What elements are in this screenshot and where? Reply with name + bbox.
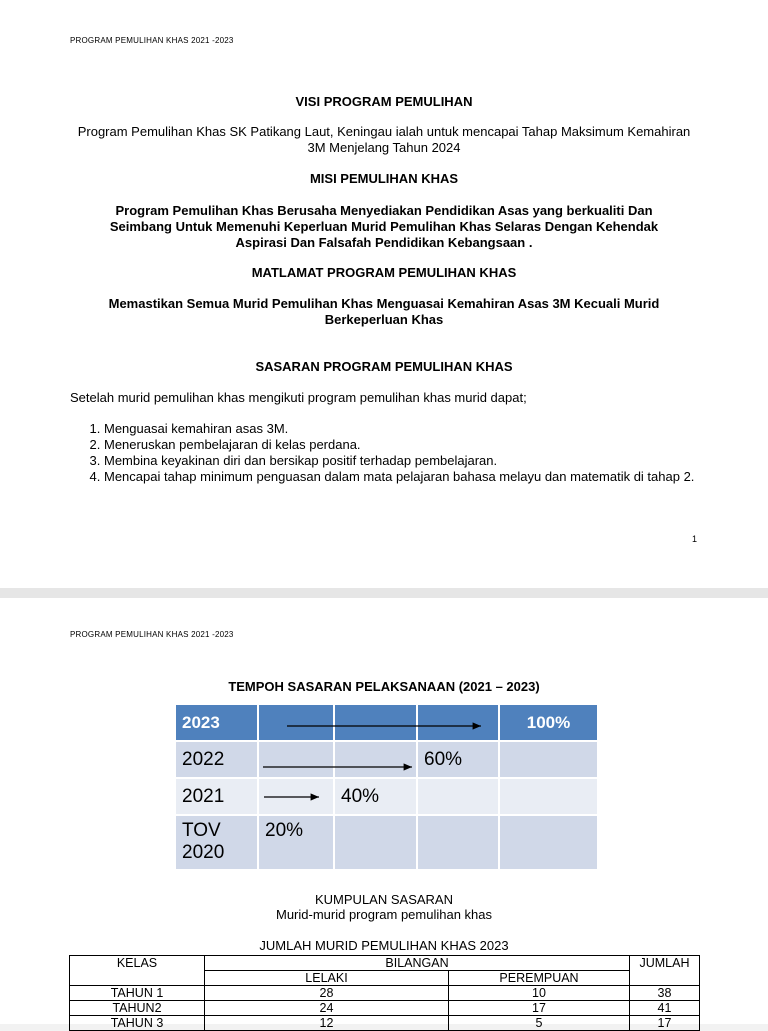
list-item: 4. Mencapai tahap minimum penguasan dalam mata pelajaran bahasa melayu dan matematik di tahap 2.: [104, 469, 704, 485]
col-bilangan: BILANGAN: [205, 956, 630, 971]
jumlah-heading: JUMLAH MURID PEMULIHAN KHAS 2023: [259, 938, 509, 953]
table-row: [176, 779, 599, 816]
table-row: [176, 816, 599, 871]
page-gap: [0, 588, 768, 598]
sasaran-heading: SASARAN PROGRAM PEMULIHAN KHAS: [255, 359, 513, 374]
year-cell: 2022: [176, 742, 259, 779]
kumpulan-sub: Murid-murid program pemulihan khas: [275, 907, 493, 922]
target-cell: 20%: [259, 816, 335, 871]
list-item: 2. Meneruskan pembelajaran di kelas perdana.: [104, 437, 704, 453]
matlamat-heading: MATLAMAT PROGRAM PEMULIHAN KHAS: [251, 265, 517, 280]
running-header: PROGRAM PEMULIHAN KHAS 2021 -2023: [70, 36, 234, 45]
list-item: 1. Menguasai kemahiran asas 3M.: [104, 421, 704, 437]
table-row: [176, 742, 599, 779]
running-header: PROGRAM PEMULIHAN KHAS 2021 -2023: [70, 630, 234, 639]
page-number: 1: [692, 534, 698, 544]
matlamat-text: Memastikan Semua Murid Pemulihan Khas Menguasai Kemahiran Asas 3M Kecuali Murid Berkeperluan Khas: [108, 296, 660, 327]
sasaran-list: [70, 421, 704, 485]
sasaran-intro: Setelah murid pemulihan khas mengikuti program pemulihan khas murid dapat;: [70, 390, 527, 405]
col-lelaki: LELAKI: [205, 971, 449, 986]
tempoh-heading: TEMPOH SASARAN PELAKSANAAN (2021 – 2023): [228, 679, 540, 694]
table-row: TAHUN 3 12 5 17: [70, 1016, 700, 1031]
table-row: TAHUN 1 28 10 38: [70, 986, 700, 1001]
col-perempuan: PEREMPUAN: [449, 971, 630, 986]
misi-text: Program Pemulihan Khas Berusaha Menyediakan Pendidikan Asas yang berkualiti Dan Seimbang Untuk Memenuhi Keperluan Murid Pemulihan Khas Selaras Dengan Kehendak Aspirasi Dan Falsafah Pendidikan Kebangsaan .: [109, 203, 659, 250]
target-cell: 100%: [500, 705, 599, 742]
year-cell: 2023: [176, 705, 259, 742]
tempoh-table: [176, 705, 599, 871]
year-cell: 2021: [176, 779, 259, 816]
col-jumlah: JUMLAH: [630, 956, 700, 986]
visi-text: Program Pemulihan Khas SK Patikang Laut, Keningau ialah untuk mencapai Tahap Maksimum Kemahiran 3M Menjelang Tahun 2024: [77, 124, 691, 155]
kumpulan-heading: KUMPULAN SASARAN: [315, 892, 453, 907]
students-table: [69, 955, 700, 1031]
table-row: TAHUN2 24 17 41: [70, 1001, 700, 1016]
list-item: 3. Membina keyakinan diri dan bersikap positif terhadap pembelajaran.: [104, 453, 704, 469]
year-cell: TOV 2020: [176, 816, 259, 871]
col-kelas: KELAS: [70, 956, 205, 986]
table-row: [176, 705, 599, 742]
target-cell: 40%: [335, 779, 418, 816]
misi-heading: MISI PEMULIHAN KHAS: [309, 171, 459, 186]
visi-heading: VISI PROGRAM PEMULIHAN: [295, 94, 473, 109]
target-cell: 60%: [418, 742, 500, 779]
